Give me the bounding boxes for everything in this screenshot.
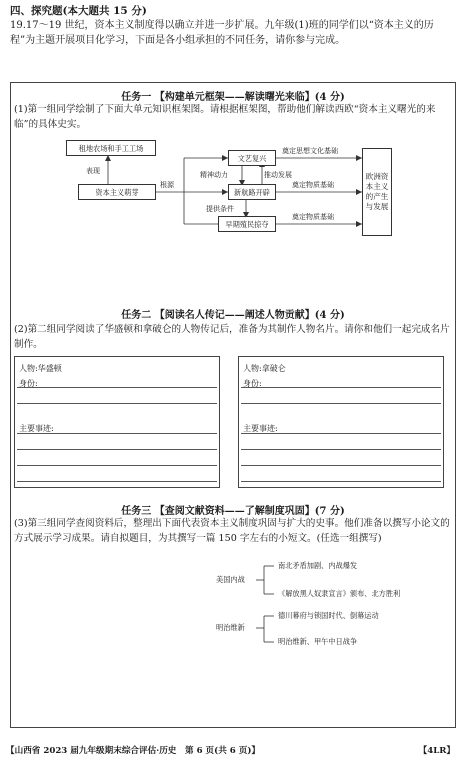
card-washington-person: 人物:华盛顿 (19, 364, 62, 373)
tree-connectors (14, 556, 452, 656)
section-title: 四、探究题(本大题共 15 分) (10, 5, 147, 17)
new-routes-box: 新航路开辟 (228, 184, 276, 200)
card-napoleon-identity: 身份: (243, 379, 262, 388)
knowledge-framework-diagram (14, 134, 452, 242)
meiji-item-2: 明治维新、甲午中日战争 (278, 637, 358, 646)
label-wuzhi-2: 奠定物质基础 (292, 213, 334, 221)
card-washington (14, 356, 220, 488)
group-meiji: 明治维新 (216, 623, 245, 632)
question-stem (10, 18, 456, 48)
task2-title: 任务二 【阅读名人传记——阐述人物贡献】(4 分) (121, 310, 345, 321)
label-tuidong: 推动发展 (264, 171, 292, 179)
label-jingshen: 精神动力 (200, 171, 228, 179)
farm-workshop-box: 租地农场和手工工场 (66, 140, 156, 156)
colonial-plunder-box: 早期殖民掠夺 (218, 216, 276, 232)
group-civil-war: 美国内战 (216, 575, 245, 584)
task3-title: 任务三 【查阅文献资料——了解制度巩固】(7 分) (121, 506, 345, 517)
question-text: 17～19 世纪，资本主义制度得以确立并进一步扩展。九年级(1)班的同学们以“资本主义的历程”为主题开展项目化学习，下面是各小组承担的不同任务，请你参与完成。 (10, 20, 434, 46)
page-footer: 【山西省 2023 届九年级期末综合评估·历史 第 6 页(共 6 页)】 (6, 746, 261, 756)
label-sixiang: 奠定思想文化基础 (282, 147, 338, 155)
task2-prompt: (2)第二组同学阅读了华盛顿和拿破仑的人物传记后，准备为其制作人物名片。请你和他们一起完成名片制作。 (14, 324, 450, 350)
card-washington-deeds: 主要事迹: (19, 424, 54, 433)
card-washington-identity: 身份: (19, 379, 38, 388)
card-napoleon-deeds: 主要事迹: (243, 424, 278, 433)
renaissance-box: 文艺复兴 (228, 150, 276, 166)
history-events-tree (14, 556, 452, 656)
label-wuzhi-1: 奠定物质基础 (292, 181, 334, 189)
paper-code: 【4LR】 (418, 746, 455, 756)
civil-war-item-1: 南北矛盾加剧、内战爆发 (278, 561, 358, 570)
task1-title: 任务一 【构建单元框架——解读曙光来临】(4 分) (121, 92, 345, 103)
capitalism-sprout-box: 资本主义萌芽 (78, 184, 156, 200)
meiji-item-1: 德川幕府与锁国时代、倒幕运动 (278, 611, 379, 620)
card-napoleon-person: 人物:拿破仑 (243, 364, 286, 373)
capitalism-result-box: 欧洲资本主义的产生与发展 (362, 148, 392, 236)
label-genyuan: 根源 (160, 181, 174, 189)
civil-war-item-2: 《解放黑人奴隶宣言》颁布、北方胜利 (278, 589, 401, 598)
card-napoleon (238, 356, 444, 488)
label-biaoxian: 表现 (86, 167, 100, 175)
question-number: 19. (10, 20, 26, 31)
task3-prompt: (3)第三组同学查阅资料后，整理出下面代表资本主义制度巩固与扩大的史事。他们准备以撰写小论文的方式展示学习成果。请自拟题目，为其撰写一篇 150 字左右的小短文。(任选一组撰写) (14, 518, 450, 544)
label-tigong: 提供条件 (206, 205, 234, 213)
task1-prompt: (1)第一组同学绘制了下面大单元知识框架图。请根据框架图，帮助他们解读西欧“资本主义曙光的来临”的具体史实。 (14, 104, 436, 130)
